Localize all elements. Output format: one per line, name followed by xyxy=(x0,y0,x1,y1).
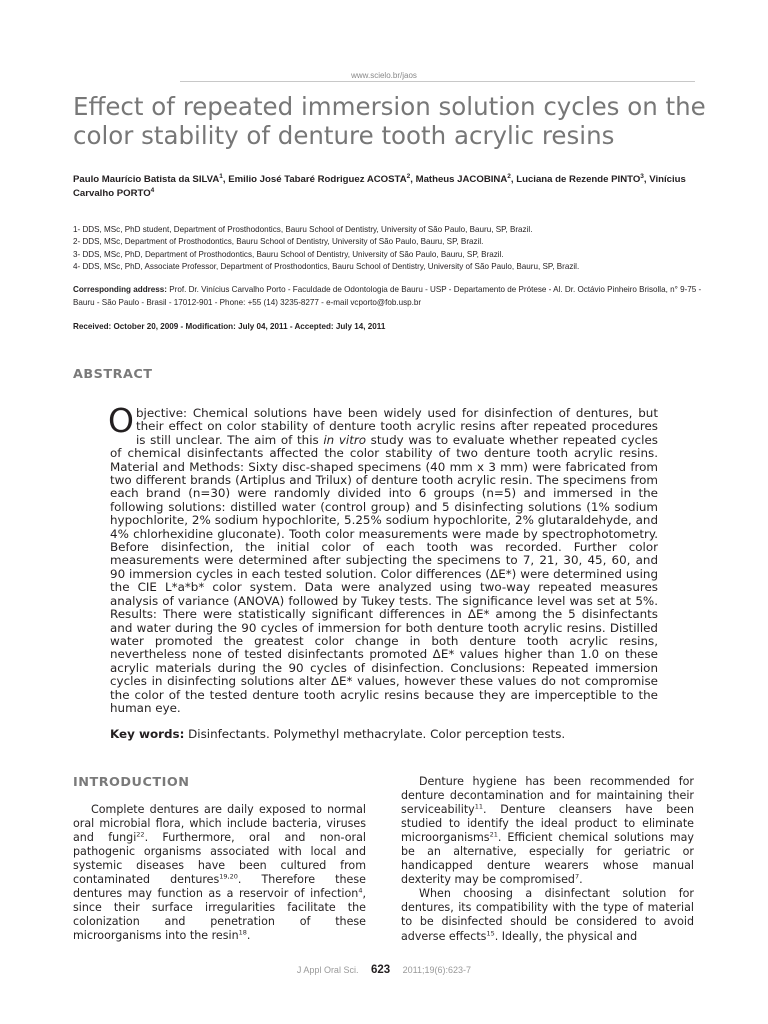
text-run: . xyxy=(246,929,251,943)
citation-reference: 4 xyxy=(358,886,363,895)
text-run: . Efficient chemical solutions may be an alternative, especially for geriatric or handicapped denture wearers whose manual dexterity may be compromised xyxy=(401,831,694,887)
footer-journal: J Appl Oral Sci. xyxy=(296,965,359,975)
author-name: Vinícius Carvalho PORTO xyxy=(73,174,686,199)
text-run: . Furthermore, oral and non-oral pathogenic organisms associated with local and systemic diseases have been cultured from contaminated dentures xyxy=(73,831,366,887)
body-column-right xyxy=(401,775,694,944)
introduction-heading: INTRODUCTION xyxy=(73,775,190,790)
citation-reference: 15 xyxy=(486,928,495,937)
keywords-text: Disinfectants. Polymethyl methacrylate. Color perception tests. xyxy=(188,727,566,741)
abstract-text-part-1: bjective: Chemical solutions have been widely used for disinfection of dentures, but their effect on color stability of denture tooth acrylic resins after repeated procedures is still unclear. The aim of this xyxy=(135,406,658,447)
text-run: . Denture cleansers have been studied to identify the ideal product to eliminate microorganisms xyxy=(401,803,694,845)
affiliations xyxy=(73,224,713,273)
drop-cap: O xyxy=(108,401,134,440)
author-name: Emilio José Tabaré Rodriguez ACOSTA xyxy=(228,174,407,185)
page-footer xyxy=(0,964,768,976)
citation-reference: 7 xyxy=(574,872,580,881)
keywords-label: Key words: xyxy=(110,727,185,741)
journal-url: www.scielo.br/jaos xyxy=(351,71,417,80)
text-run: When choosing a disinfectant solution for dentures, its compatibility with the type of material to be disinfected should be considered to avoid adverse effects xyxy=(401,887,694,943)
corresponding-address-label: Corresponding address: xyxy=(73,285,167,294)
page-number: 623 xyxy=(370,964,391,976)
text-run: . Therefore these dentures may function as a reservoir of infection xyxy=(73,873,366,901)
corresponding-address xyxy=(73,283,713,309)
affiliation-1: 1- DDS, MSc, PhD student, Department of Prosthodontics, Bauru School of Dentistry, University of São Paulo, Bauru, SP, Brazil. xyxy=(73,225,533,234)
citation-reference: 22 xyxy=(136,830,145,839)
text-run: . xyxy=(579,873,583,887)
text-run: . Ideally, the physical and xyxy=(494,929,638,943)
author-affiliation-number: 2 xyxy=(406,172,411,180)
author-affiliation-number: 2 xyxy=(507,172,511,180)
text-run: Denture hygiene has been recommended for denture decontamination and for maintaining their serviceability xyxy=(401,775,694,817)
article-title: Effect of repeated immersion solution cycles on the color stability of denture tooth acrylic resins xyxy=(73,92,706,150)
citation-reference: 21 xyxy=(489,830,498,839)
footer-citation: 2011;19(6):623-7 xyxy=(402,965,472,975)
citation-reference: 11 xyxy=(474,802,484,811)
author-affiliation-number: 3 xyxy=(640,172,644,180)
text-run: Complete dentures are daily exposed to normal oral microbial flora, which include bacteria, viruses and fungi xyxy=(73,803,366,845)
author-name: Paulo Maurício Batista da SILVA xyxy=(73,174,220,185)
author-name: Matheus JACOBINA xyxy=(415,174,508,185)
corresponding-address-text: Prof. Dr. Vinícius Carvalho Porto - Faculdade de Odontologia de Bauru - USP - Departamento de Prótese - Al. Dr. Octávio Pinheiro Brisolla, n° 9-75 - Bauru - São Paulo - Brasil - 17012-901 - Phone: +55 (14) 3235-8277 - e-mail vcporto@fob.usp.br xyxy=(73,285,702,307)
abstract-text-part-2: study was to evaluate whether repeated cycles of chemical disinfectants affected the color stability of two denture tooth acrylic resins. Material and Methods: Sixty disc-shaped specimens (40 mm x 3 mm) were fabricated from two different brands (Artiplus and Trilux) of denture tooth acrylic resin. The specimens from each brand (n=30) were randomly divided into 6 groups (n=5) and immersed in the following solutions: distilled water (control group) and 5 disinfecting solutions (1% sodium hypochlorite, 2% sodium hypochlorite, 5.25% sodium hypochlorite, 2% glutaraldehyde, and 4% chlorhexidine gluconate). Tooth color measurements were made by spectrophotometry. Before disinfection, the initial color of each tooth was recorded. Further color measurements were determined after subjecting the specimens to 7, 21, 30, 45, 60, and 90 immersion cycles in each tested solution. Color differences (ΔE*) were determined using the CIE L*a*b* color system. Data were analyzed using two-way repeated measures analysis of variance (ANOVA) followed by Tukey tests. The significance level was set at 5%. Results: There were statistically significant differences in ΔE* among the 5 disinfectants and water during the 90 cycles of immersion for both denture tooth acrylic resins. Distilled water promoted the greatest color change in both denture tooth acrylic resins, nevertheless none of tested disinfectants promoted ΔE* values higher than 1.0 on these acrylic materials during the 90 cycles of disinfection. Conclusions: Repeated immersion cycles in disinfecting solutions alter ΔE* values, however these values do not compromise the color of the tested denture tooth acrylic resins because they are imperceptible to the human eye. xyxy=(110,432,658,715)
author-affiliation-number: 1 xyxy=(219,172,223,180)
keywords xyxy=(110,727,565,741)
abstract-italic-term: in vitro xyxy=(323,432,367,447)
intro-paragraph-1 xyxy=(73,803,366,943)
author-affiliation-number: 4 xyxy=(150,186,155,194)
intro-paragraph-3 xyxy=(401,887,694,943)
header-divider xyxy=(180,81,695,82)
text-run: , since their surface irregularities facilitate the colonization and penetration of these microorganisms into the resin xyxy=(73,887,366,943)
abstract-heading: ABSTRACT xyxy=(73,367,153,382)
body-column-left xyxy=(73,803,366,943)
author-list: Paulo Maurício Batista da SILVA$^1$, Emilio José Tabaré Rodriguez ACOSTA$^2$, Matheus JACOBINA$^2$, Luciana de Rezende PINTO$^3$, Vinícius Carvalho PORTO$^4$ xyxy=(73,172,686,199)
affiliation-4: 4- DDS, MSc, PhD, Associate Professor, Department of Prosthodontics, Bauru School of Dentistry, University of São Paulo, Bauru, SP, Brazil. xyxy=(73,261,580,271)
intro-paragraph-2 xyxy=(401,775,694,887)
author-name: Luciana de Rezende PINTO xyxy=(516,174,641,185)
abstract-body xyxy=(108,401,658,715)
citation-reference: 19,20 xyxy=(219,872,238,881)
affiliation-3: 3- DDS, MSc, PhD, Department of Prosthodontics, Bauru School of Dentistry, University of São Paulo, Bauru, SP, Brazil. xyxy=(73,249,504,259)
affiliation-2: 2- DDS, MSc, Department of Prosthodontics, Bauru School of Dentistry, University of São Paulo, Bauru, SP, Brazil. xyxy=(73,237,484,247)
received-dates: Received: October 20, 2009 - Modification: July 04, 2011 - Accepted: July 14, 2011 xyxy=(73,322,386,331)
citation-reference: 18 xyxy=(238,928,247,937)
